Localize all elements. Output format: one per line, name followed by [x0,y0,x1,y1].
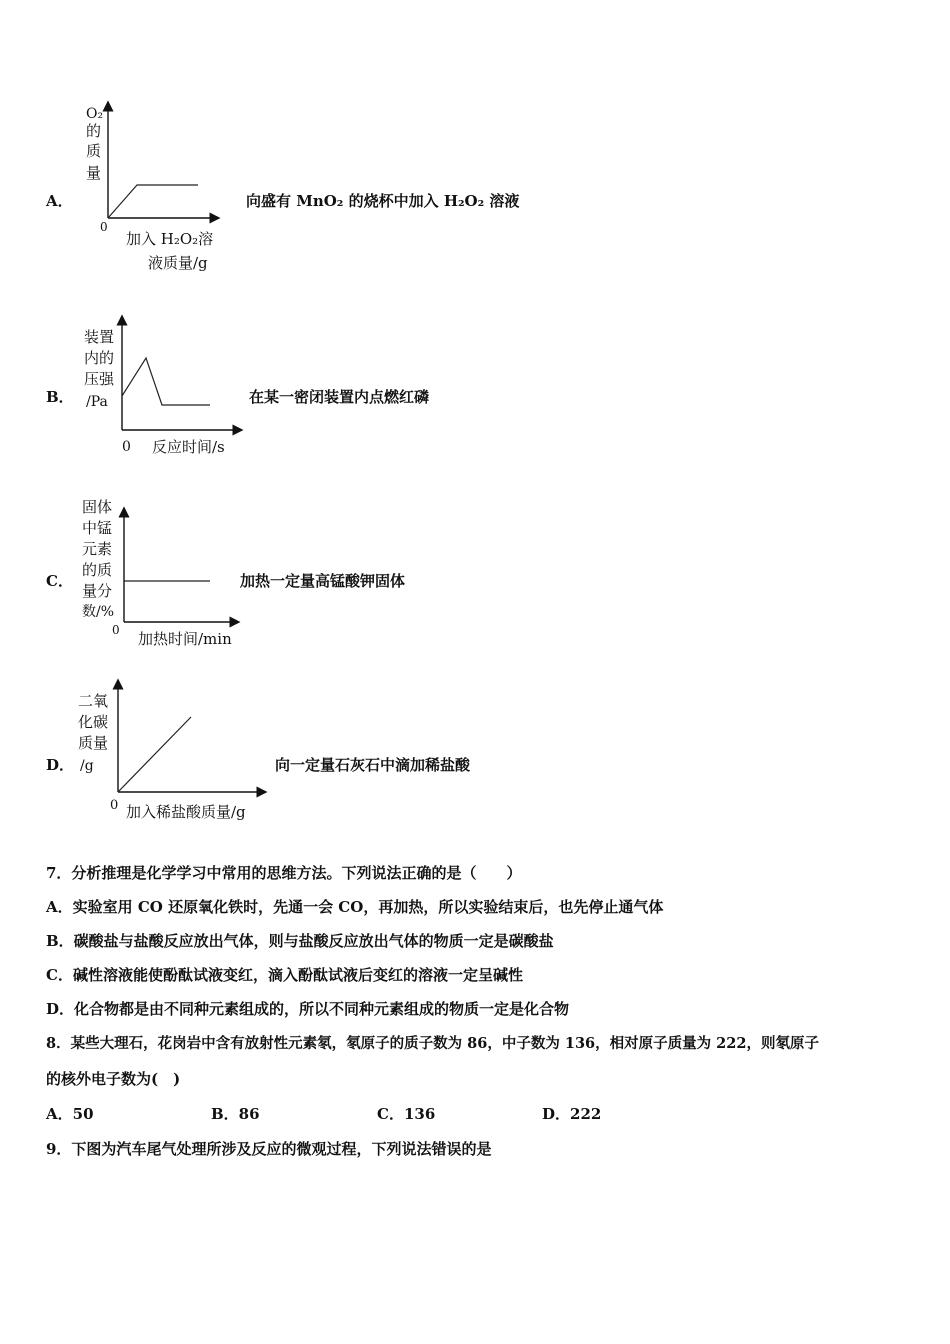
origin-c: 0 [112,623,120,637]
curve-b [122,358,210,405]
y-label-c-5: 数/% [82,604,115,620]
y-label-b-0: 装置 [84,328,115,346]
x-label-a-1: 液质量/g [148,254,208,272]
graph-a [80,98,230,278]
y-label-a-0: O₂ [86,106,104,122]
q8-option-d: D．222 [542,1105,602,1123]
y-label-b-1: 内的 [84,349,115,367]
graph-b [80,314,250,464]
graph-c [80,494,250,654]
option-b-label: B． [46,388,74,406]
x-label-b-0: 反应时间/s [152,438,225,456]
y-label-c-1: 中锰 [82,519,113,537]
origin-b: 0 [122,439,131,455]
y-label-d-1: 化碳 [78,713,109,731]
origin-a: 0 [100,220,108,234]
option-a-desc: 向盛有 MnO₂ 的烧杯中加入 H₂O₂ 溶液 [246,192,520,210]
y-label-a-1: 的 [86,122,102,140]
x-label-c-0: 加热时间/min [138,630,232,648]
option-c-label: C． [46,572,73,590]
curve-d [118,717,191,792]
y-label-a-2: 质 [86,142,102,160]
q7-stem: 7．分析推理是化学学习中常用的思维方法。下列说法正确的是（ ） [46,864,522,882]
y-label-c-3: 的质 [82,561,113,579]
option-d-desc: 向一定量石灰石中滴加稀盐酸 [275,756,471,774]
q8-stem-line1: 8．某些大理石，花岗岩中含有放射性元素氡，氡原子的质子数为 86，中子数为 136，相对原子质量为 222，则氡原子 [46,1035,819,1052]
y-label-c-0: 固体 [82,498,113,516]
q8-stem-line2: 的核外电子数为( ) [46,1070,181,1088]
q8-option-b: B．86 [211,1105,260,1123]
y-label-c-2: 元素 [82,540,113,558]
x-label-d-0: 加入稀盐酸质量/g [126,803,246,821]
q7-option-c: C．碱性溶液能使酚酞试液变红，滴入酚酞试液后变红的溶液一定呈碱性 [46,966,523,984]
y-label-d-3: /g [80,758,94,774]
x-label-a-0: 加入 H₂O₂溶 [126,230,214,248]
q9-stem: 9．下图为汽车尾气处理所涉及反应的微观过程，下列说法错误的是 [46,1140,492,1158]
graph-d [72,678,272,828]
y-label-a-3: 量 [86,164,102,182]
y-label-d-2: 质量 [78,734,109,752]
option-a-label: A． [46,192,73,210]
curve-a [108,185,198,218]
option-c-desc: 加热一定量高锰酸钾固体 [240,572,406,590]
origin-d: 0 [110,798,119,813]
q7-option-a: A．实验室用 CO 还原氧化铁时，先通一会 CO，再加热，所以实验结束后，也先停止通气体 [46,898,664,916]
y-label-d-0: 二氧 [78,692,109,710]
option-b-desc: 在某一密闭装置内点燃红磷 [249,388,430,406]
y-label-c-4: 量分 [82,582,113,600]
option-d-label: D． [46,756,75,774]
y-label-b-3: /Pa [86,394,108,410]
q8-option-c: C．136 [377,1105,436,1123]
q8-option-a: A．50 [46,1105,94,1123]
q7-option-d: D．化合物都是由不同种元素组成的，所以不同种元素组成的物质一定是化合物 [46,1000,570,1018]
q7-option-b: B．碳酸盐与盐酸反应放出气体，则与盐酸反应放出气体的物质一定是碳酸盐 [46,932,554,950]
y-label-b-2: 压强 [84,370,115,388]
